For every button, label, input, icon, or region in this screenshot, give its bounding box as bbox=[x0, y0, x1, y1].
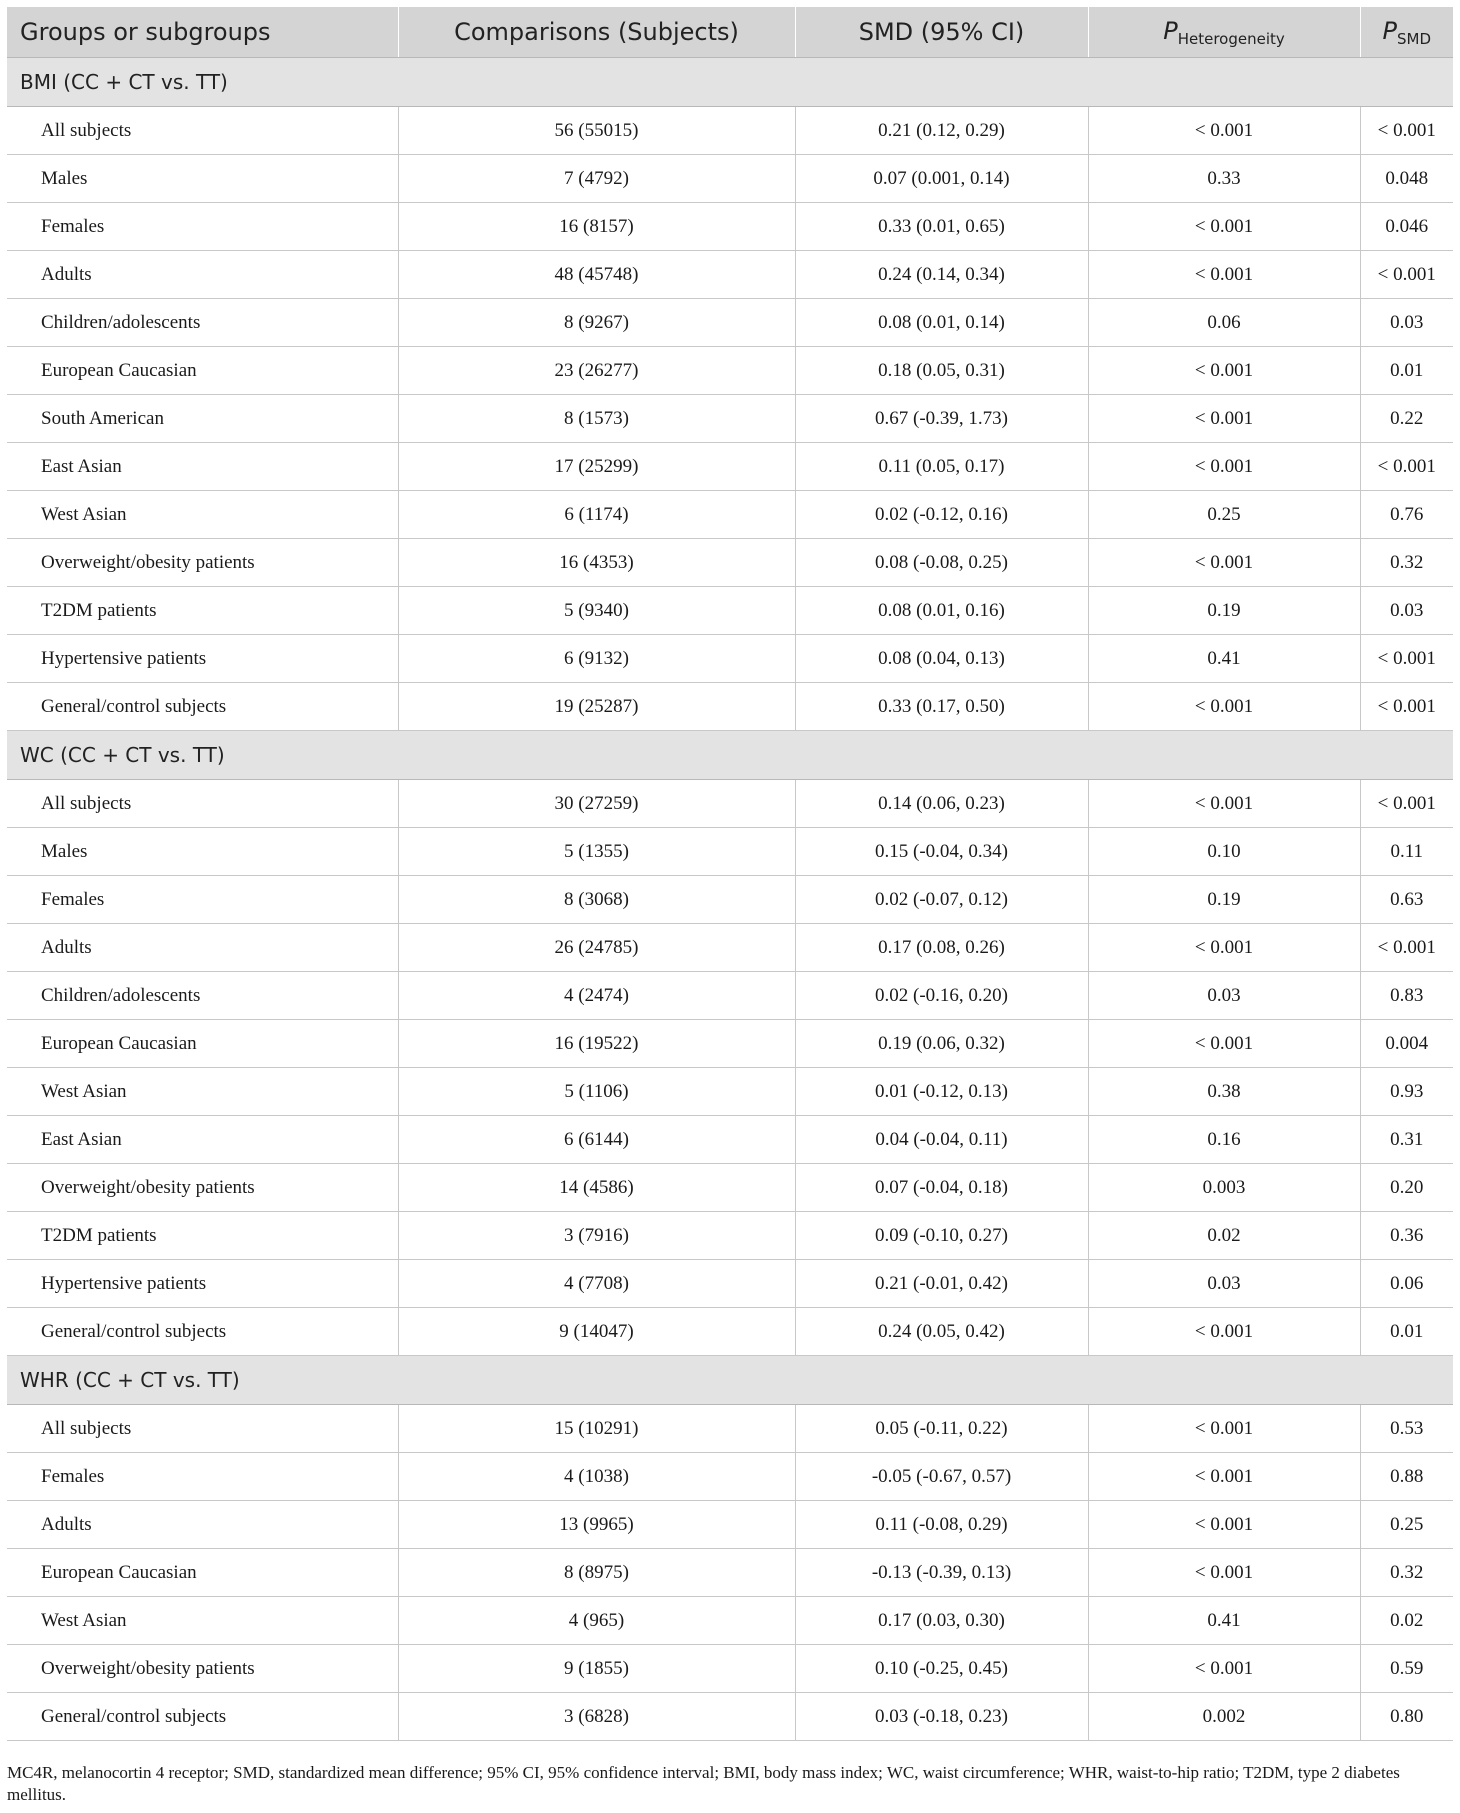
smd-cell: 0.05 (-0.11, 0.22) bbox=[795, 1405, 1088, 1453]
group-cell: Males bbox=[7, 828, 398, 876]
comparisons-cell: 23 (26277) bbox=[398, 347, 795, 395]
p-smd-cell: 0.88 bbox=[1360, 1453, 1453, 1501]
smd-cell: 0.33 (0.01, 0.65) bbox=[795, 203, 1088, 251]
smd-cell: 0.19 (0.06, 0.32) bbox=[795, 1020, 1088, 1068]
smd-cell: 0.11 (0.05, 0.17) bbox=[795, 443, 1088, 491]
smd-cell: 0.08 (-0.08, 0.25) bbox=[795, 539, 1088, 587]
p-heterogeneity-cell: < 0.001 bbox=[1088, 683, 1360, 731]
comparisons-cell: 8 (1573) bbox=[398, 395, 795, 443]
smd-cell: 0.09 (-0.10, 0.27) bbox=[795, 1212, 1088, 1260]
smd-cell: 0.21 (-0.01, 0.42) bbox=[795, 1260, 1088, 1308]
group-cell: South American bbox=[7, 395, 398, 443]
table-row bbox=[7, 539, 1453, 587]
table-row bbox=[7, 107, 1453, 155]
table-row bbox=[7, 1549, 1453, 1597]
comparisons-cell: 4 (1038) bbox=[398, 1453, 795, 1501]
group-cell: West Asian bbox=[7, 1597, 398, 1645]
header-groups: Groups or subgroups bbox=[7, 7, 398, 58]
table-row bbox=[7, 251, 1453, 299]
group-cell: Overweight/obesity patients bbox=[7, 539, 398, 587]
table-row bbox=[7, 1597, 1453, 1645]
p-smd-cell: 0.80 bbox=[1360, 1693, 1453, 1741]
p-smd-cell: 0.02 bbox=[1360, 1597, 1453, 1645]
smd-cell: 0.67 (-0.39, 1.73) bbox=[795, 395, 1088, 443]
p-smd-cell: < 0.001 bbox=[1360, 683, 1453, 731]
smd-cell: 0.08 (0.01, 0.14) bbox=[795, 299, 1088, 347]
smd-cell: 0.02 (-0.12, 0.16) bbox=[795, 491, 1088, 539]
smd-cell: 0.21 (0.12, 0.29) bbox=[795, 107, 1088, 155]
header-row bbox=[7, 7, 1453, 58]
p-heterogeneity-cell: < 0.001 bbox=[1088, 780, 1360, 828]
comparisons-cell: 16 (8157) bbox=[398, 203, 795, 251]
p-smd-cell: 0.53 bbox=[1360, 1405, 1453, 1453]
p-heterogeneity-cell: < 0.001 bbox=[1088, 1020, 1360, 1068]
smd-cell: 0.04 (-0.04, 0.11) bbox=[795, 1116, 1088, 1164]
comparisons-cell: 4 (7708) bbox=[398, 1260, 795, 1308]
table-row bbox=[7, 1308, 1453, 1356]
section-header-row bbox=[7, 58, 1453, 107]
p-smd-cell: 0.31 bbox=[1360, 1116, 1453, 1164]
header-comparisons: Comparisons (Subjects) bbox=[398, 7, 795, 58]
table-row bbox=[7, 635, 1453, 683]
table-row bbox=[7, 1453, 1453, 1501]
p-heterogeneity-cell: < 0.001 bbox=[1088, 1405, 1360, 1453]
table-row bbox=[7, 924, 1453, 972]
group-cell: East Asian bbox=[7, 1116, 398, 1164]
section-title: BMI (CC + CT vs. TT) bbox=[7, 58, 1453, 107]
p-heterogeneity-cell: < 0.001 bbox=[1088, 443, 1360, 491]
section-title: WC (CC + CT vs. TT) bbox=[7, 731, 1453, 780]
header-p-smd: $P_{SMD}$ bbox=[1360, 7, 1453, 58]
p-smd-cell: < 0.001 bbox=[1360, 924, 1453, 972]
comparisons-cell: 6 (1174) bbox=[398, 491, 795, 539]
table-row bbox=[7, 299, 1453, 347]
p-smd-cell: 0.01 bbox=[1360, 1308, 1453, 1356]
smd-cell: 0.14 (0.06, 0.23) bbox=[795, 780, 1088, 828]
group-cell: General/control subjects bbox=[7, 1693, 398, 1741]
group-cell: All subjects bbox=[7, 1405, 398, 1453]
table-row bbox=[7, 587, 1453, 635]
smd-cell: 0.07 (-0.04, 0.18) bbox=[795, 1164, 1088, 1212]
smd-cell: 0.17 (0.03, 0.30) bbox=[795, 1597, 1088, 1645]
table-row bbox=[7, 876, 1453, 924]
section-header-row bbox=[7, 1356, 1453, 1405]
p-smd-cell: < 0.001 bbox=[1360, 635, 1453, 683]
table-row bbox=[7, 203, 1453, 251]
p-smd-cell: 0.046 bbox=[1360, 203, 1453, 251]
p-heterogeneity-cell: 0.003 bbox=[1088, 1164, 1360, 1212]
group-cell: Females bbox=[7, 876, 398, 924]
comparisons-cell: 7 (4792) bbox=[398, 155, 795, 203]
comparisons-cell: 13 (9965) bbox=[398, 1501, 795, 1549]
smd-cell: 0.24 (0.14, 0.34) bbox=[795, 251, 1088, 299]
group-cell: Hypertensive patients bbox=[7, 1260, 398, 1308]
p-heterogeneity-cell: 0.002 bbox=[1088, 1693, 1360, 1741]
smd-cell: -0.13 (-0.39, 0.13) bbox=[795, 1549, 1088, 1597]
p-heterogeneity-cell: 0.41 bbox=[1088, 1597, 1360, 1645]
p-heterogeneity-cell: < 0.001 bbox=[1088, 203, 1360, 251]
p-heterogeneity-cell: 0.41 bbox=[1088, 635, 1360, 683]
group-cell: European Caucasian bbox=[7, 1020, 398, 1068]
group-cell: West Asian bbox=[7, 491, 398, 539]
table-row bbox=[7, 683, 1453, 731]
p-heterogeneity-cell: 0.03 bbox=[1088, 972, 1360, 1020]
table-row bbox=[7, 1645, 1453, 1693]
p-heterogeneity-cell: < 0.001 bbox=[1088, 347, 1360, 395]
table-row bbox=[7, 1501, 1453, 1549]
comparisons-cell: 5 (1355) bbox=[398, 828, 795, 876]
smd-cell: 0.01 (-0.12, 0.13) bbox=[795, 1068, 1088, 1116]
p-heterogeneity-cell: < 0.001 bbox=[1088, 539, 1360, 587]
p-heterogeneity-cell: 0.33 bbox=[1088, 155, 1360, 203]
table-row bbox=[7, 828, 1453, 876]
table-row bbox=[7, 155, 1453, 203]
smd-cell: -0.05 (-0.67, 0.57) bbox=[795, 1453, 1088, 1501]
p-smd-cell: 0.83 bbox=[1360, 972, 1453, 1020]
p-smd-cell: < 0.001 bbox=[1360, 251, 1453, 299]
comparisons-cell: 5 (9340) bbox=[398, 587, 795, 635]
comparisons-cell: 4 (965) bbox=[398, 1597, 795, 1645]
p-smd-cell: 0.03 bbox=[1360, 587, 1453, 635]
group-cell: General/control subjects bbox=[7, 1308, 398, 1356]
table-body bbox=[7, 58, 1453, 1741]
comparisons-cell: 26 (24785) bbox=[398, 924, 795, 972]
smd-cell: 0.24 (0.05, 0.42) bbox=[795, 1308, 1088, 1356]
section-title: WHR (CC + CT vs. TT) bbox=[7, 1356, 1453, 1405]
p-heterogeneity-cell: 0.25 bbox=[1088, 491, 1360, 539]
table-row bbox=[7, 1068, 1453, 1116]
p-smd-cell: < 0.001 bbox=[1360, 443, 1453, 491]
smd-cell: 0.10 (-0.25, 0.45) bbox=[795, 1645, 1088, 1693]
group-cell: Hypertensive patients bbox=[7, 635, 398, 683]
comparisons-cell: 9 (14047) bbox=[398, 1308, 795, 1356]
group-cell: Females bbox=[7, 1453, 398, 1501]
group-cell: All subjects bbox=[7, 107, 398, 155]
p-smd-cell: 0.01 bbox=[1360, 347, 1453, 395]
p-smd-cell: 0.20 bbox=[1360, 1164, 1453, 1212]
p-smd-cell: 0.03 bbox=[1360, 299, 1453, 347]
smd-cell: 0.02 (-0.07, 0.12) bbox=[795, 876, 1088, 924]
table-row bbox=[7, 1260, 1453, 1308]
p-smd-cell: 0.11 bbox=[1360, 828, 1453, 876]
group-cell: Adults bbox=[7, 924, 398, 972]
group-cell: Adults bbox=[7, 1501, 398, 1549]
p-smd-cell: 0.004 bbox=[1360, 1020, 1453, 1068]
smd-cell: 0.07 (0.001, 0.14) bbox=[795, 155, 1088, 203]
comparisons-cell: 16 (4353) bbox=[398, 539, 795, 587]
smd-cell: 0.33 (0.17, 0.50) bbox=[795, 683, 1088, 731]
comparisons-cell: 56 (55015) bbox=[398, 107, 795, 155]
group-cell: Children/adolescents bbox=[7, 299, 398, 347]
p-heterogeneity-cell: 0.10 bbox=[1088, 828, 1360, 876]
p-heterogeneity-cell: 0.19 bbox=[1088, 876, 1360, 924]
p-heterogeneity-cell: 0.03 bbox=[1088, 1260, 1360, 1308]
results-table bbox=[7, 7, 1453, 1741]
smd-cell: 0.08 (0.01, 0.16) bbox=[795, 587, 1088, 635]
smd-cell: 0.11 (-0.08, 0.29) bbox=[795, 1501, 1088, 1549]
p-smd-cell: 0.76 bbox=[1360, 491, 1453, 539]
table-row bbox=[7, 1212, 1453, 1260]
table-footnote: MC4R, melanocortin 4 receptor; SMD, standardized mean difference; 95% CI, 95% confidence interval; BMI, body mass index; WC, waist circumference; WHR, waist-to-hip ratio; T2DM, type 2 diabetes mellitus. bbox=[7, 1763, 1400, 1804]
comparisons-cell: 4 (2474) bbox=[398, 972, 795, 1020]
group-cell: East Asian bbox=[7, 443, 398, 491]
comparisons-cell: 30 (27259) bbox=[398, 780, 795, 828]
group-cell: Adults bbox=[7, 251, 398, 299]
p-heterogeneity-cell: 0.38 bbox=[1088, 1068, 1360, 1116]
p-heterogeneity-cell: < 0.001 bbox=[1088, 1501, 1360, 1549]
comparisons-cell: 9 (1855) bbox=[398, 1645, 795, 1693]
table-row bbox=[7, 491, 1453, 539]
comparisons-cell: 15 (10291) bbox=[398, 1405, 795, 1453]
p-heterogeneity-cell: < 0.001 bbox=[1088, 107, 1360, 155]
p-smd-cell: < 0.001 bbox=[1360, 107, 1453, 155]
table-row bbox=[7, 347, 1453, 395]
table-row bbox=[7, 1693, 1453, 1741]
p-heterogeneity-cell: < 0.001 bbox=[1088, 1308, 1360, 1356]
p-smd-cell: < 0.001 bbox=[1360, 780, 1453, 828]
group-cell: Females bbox=[7, 203, 398, 251]
comparisons-cell: 19 (25287) bbox=[398, 683, 795, 731]
p-heterogeneity-cell: < 0.001 bbox=[1088, 1645, 1360, 1693]
p-heterogeneity-cell: < 0.001 bbox=[1088, 1549, 1360, 1597]
group-cell: All subjects bbox=[7, 780, 398, 828]
smd-cell: 0.08 (0.04, 0.13) bbox=[795, 635, 1088, 683]
smd-cell: 0.17 (0.08, 0.26) bbox=[795, 924, 1088, 972]
p-heterogeneity-cell: 0.06 bbox=[1088, 299, 1360, 347]
group-cell: West Asian bbox=[7, 1068, 398, 1116]
group-cell: T2DM patients bbox=[7, 587, 398, 635]
p-smd-cell: 0.06 bbox=[1360, 1260, 1453, 1308]
table-row bbox=[7, 972, 1453, 1020]
group-cell: General/control subjects bbox=[7, 683, 398, 731]
table-row bbox=[7, 1020, 1453, 1068]
p-smd-cell: 0.36 bbox=[1360, 1212, 1453, 1260]
group-cell: Children/adolescents bbox=[7, 972, 398, 1020]
comparisons-cell: 6 (9132) bbox=[398, 635, 795, 683]
comparisons-cell: 3 (6828) bbox=[398, 1693, 795, 1741]
p-smd-cell: 0.93 bbox=[1360, 1068, 1453, 1116]
comparisons-cell: 3 (7916) bbox=[398, 1212, 795, 1260]
group-cell: European Caucasian bbox=[7, 1549, 398, 1597]
table-row bbox=[7, 1405, 1453, 1453]
p-smd-cell: 0.63 bbox=[1360, 876, 1453, 924]
group-cell: Overweight/obesity patients bbox=[7, 1645, 398, 1693]
p-heterogeneity-cell: < 0.001 bbox=[1088, 251, 1360, 299]
p-smd-cell: 0.25 bbox=[1360, 1501, 1453, 1549]
p-smd-cell: 0.32 bbox=[1360, 539, 1453, 587]
table-row bbox=[7, 1116, 1453, 1164]
p-heterogeneity-cell: 0.02 bbox=[1088, 1212, 1360, 1260]
comparisons-cell: 8 (8975) bbox=[398, 1549, 795, 1597]
group-cell: T2DM patients bbox=[7, 1212, 398, 1260]
p-smd-cell: 0.22 bbox=[1360, 395, 1453, 443]
comparisons-cell: 8 (9267) bbox=[398, 299, 795, 347]
p-smd-cell: 0.048 bbox=[1360, 155, 1453, 203]
group-cell: Overweight/obesity patients bbox=[7, 1164, 398, 1212]
header-p-heterogeneity: $P_{Heterogeneity}$ bbox=[1088, 7, 1360, 58]
smd-cell: 0.18 (0.05, 0.31) bbox=[795, 347, 1088, 395]
comparisons-cell: 48 (45748) bbox=[398, 251, 795, 299]
p-smd-cell: 0.59 bbox=[1360, 1645, 1453, 1693]
comparisons-cell: 17 (25299) bbox=[398, 443, 795, 491]
table-row bbox=[7, 395, 1453, 443]
p-heterogeneity-cell: 0.19 bbox=[1088, 587, 1360, 635]
comparisons-cell: 5 (1106) bbox=[398, 1068, 795, 1116]
comparisons-cell: 6 (6144) bbox=[398, 1116, 795, 1164]
comparisons-cell: 16 (19522) bbox=[398, 1020, 795, 1068]
p-heterogeneity-cell: < 0.001 bbox=[1088, 924, 1360, 972]
comparisons-cell: 8 (3068) bbox=[398, 876, 795, 924]
group-cell: Males bbox=[7, 155, 398, 203]
header-smd: SMD (95% CI) bbox=[795, 7, 1088, 58]
p-heterogeneity-cell: 0.16 bbox=[1088, 1116, 1360, 1164]
results-table-container bbox=[7, 7, 1453, 1741]
group-cell: European Caucasian bbox=[7, 347, 398, 395]
p-heterogeneity-cell: < 0.001 bbox=[1088, 1453, 1360, 1501]
p-smd-cell: 0.32 bbox=[1360, 1549, 1453, 1597]
comparisons-cell: 14 (4586) bbox=[398, 1164, 795, 1212]
smd-cell: 0.03 (-0.18, 0.23) bbox=[795, 1693, 1088, 1741]
table-row bbox=[7, 1164, 1453, 1212]
smd-cell: 0.02 (-0.16, 0.20) bbox=[795, 972, 1088, 1020]
table-row bbox=[7, 443, 1453, 491]
p-heterogeneity-cell: < 0.001 bbox=[1088, 395, 1360, 443]
smd-cell: 0.15 (-0.04, 0.34) bbox=[795, 828, 1088, 876]
table-row bbox=[7, 780, 1453, 828]
section-header-row bbox=[7, 731, 1453, 780]
